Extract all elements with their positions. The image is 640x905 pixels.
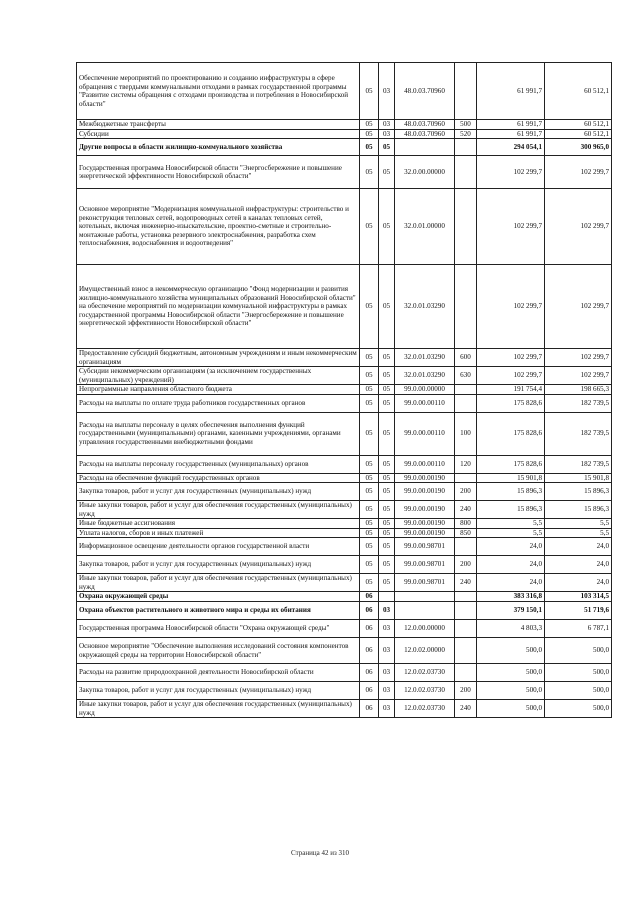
row-expense-type: 200 xyxy=(455,556,477,574)
row-section: 05 xyxy=(360,139,379,156)
row-name: Государственная программа Новосибирской области "Охрана окружающей среды" xyxy=(77,620,360,638)
row-target-article: 99.0.00.00110 xyxy=(395,455,455,473)
row-amount-year2: 102 299,7 xyxy=(545,156,612,189)
row-amount-year2: 24,0 xyxy=(545,574,612,592)
row-expense-type: 500 xyxy=(455,120,477,130)
row-amount-year2: 102 299,7 xyxy=(545,265,612,349)
row-amount-year1: 379 150,1 xyxy=(477,602,545,620)
row-expense-type xyxy=(455,664,477,682)
row-amount-year1: 500,0 xyxy=(477,682,545,700)
row-name: Государственная программа Новосибирской области "Энергосбережение и повышение энергетической эффективности Новосибирской области" xyxy=(77,156,360,189)
table-row xyxy=(77,620,612,638)
row-subsection: 05 xyxy=(379,139,395,156)
row-amount-year2: 60 512,1 xyxy=(545,129,612,139)
row-expense-type xyxy=(455,63,477,120)
row-amount-year2: 102 299,7 xyxy=(545,189,612,265)
row-subsection: 05 xyxy=(379,394,395,412)
row-name: Имущественный взнос в некоммерческую организацию "Фонд модернизации и развития жилищно-коммунального хозяйства муниципальных образований Новосибирской области" на обеспечение мероприятий по модернизации коммунальной инфраструктуры в рамках государственной программы Новосибирской области "Энергосбережение и повышение энергетической эффективности Новосибирской области" xyxy=(77,265,360,349)
row-target-article: 12.0.02.03730 xyxy=(395,700,455,718)
row-target-article xyxy=(395,592,455,602)
row-subsection: 05 xyxy=(379,538,395,556)
row-amount-year2: 182 739,5 xyxy=(545,455,612,473)
row-target-article: 99.0.00.00190 xyxy=(395,473,455,483)
row-amount-year1: 191 754,4 xyxy=(477,385,545,395)
row-section: 05 xyxy=(360,385,379,395)
row-amount-year1: 102 299,7 xyxy=(477,189,545,265)
row-amount-year1: 61 991,7 xyxy=(477,120,545,130)
row-expense-type xyxy=(455,638,477,664)
row-amount-year2: 198 665,3 xyxy=(545,385,612,395)
row-amount-year1: 24,0 xyxy=(477,574,545,592)
row-subsection: 03 xyxy=(379,682,395,700)
row-section: 05 xyxy=(360,473,379,483)
row-expense-type: 240 xyxy=(455,501,477,519)
row-name: Расходы на выплаты персоналу государственных (муниципальных) органов xyxy=(77,455,360,473)
row-expense-type: 200 xyxy=(455,682,477,700)
row-section: 05 xyxy=(360,156,379,189)
row-expense-type: 600 xyxy=(455,349,477,367)
row-expense-type: 120 xyxy=(455,455,477,473)
row-section: 05 xyxy=(360,483,379,501)
row-subsection: 05 xyxy=(379,501,395,519)
row-amount-year1: 102 299,7 xyxy=(477,349,545,367)
row-name: Уплата налогов, сборов и иных платежей xyxy=(77,528,360,538)
row-amount-year1: 102 299,7 xyxy=(477,156,545,189)
row-section: 05 xyxy=(360,189,379,265)
row-amount-year1: 61 991,7 xyxy=(477,129,545,139)
row-target-article: 48.0.03.70960 xyxy=(395,120,455,130)
row-name: Иные закупки товаров, работ и услуг для обеспечения государственных (муниципальных) нужд xyxy=(77,574,360,592)
row-expense-type: 520 xyxy=(455,129,477,139)
row-name: Расходы на развитие природоохранной деятельности Новосибирской области xyxy=(77,664,360,682)
row-expense-type: 100 xyxy=(455,412,477,455)
row-expense-type xyxy=(455,394,477,412)
row-amount-year1: 383 316,8 xyxy=(477,592,545,602)
row-section: 05 xyxy=(360,120,379,130)
row-expense-type xyxy=(455,156,477,189)
row-section: 05 xyxy=(360,394,379,412)
row-amount-year2: 500,0 xyxy=(545,664,612,682)
row-name: Предоставление субсидий бюджетным, автономным учреждениям и иным некоммерческим организациям xyxy=(77,349,360,367)
row-amount-year1: 61 991,7 xyxy=(477,63,545,120)
row-subsection: 05 xyxy=(379,528,395,538)
row-subsection: 05 xyxy=(379,556,395,574)
row-amount-year2: 24,0 xyxy=(545,538,612,556)
row-target-article: 32.0.01.03290 xyxy=(395,367,455,385)
table-row xyxy=(77,455,612,473)
row-name: Охрана объектов растительного и животного мира и среды их обитания xyxy=(77,602,360,620)
row-subsection: 05 xyxy=(379,156,395,189)
row-amount-year1: 24,0 xyxy=(477,556,545,574)
row-name: Информационное освещение деятельности органов государственной власти xyxy=(77,538,360,556)
row-subsection xyxy=(379,592,395,602)
row-expense-type: 850 xyxy=(455,528,477,538)
row-section: 05 xyxy=(360,367,379,385)
table-row xyxy=(77,156,612,189)
table-row xyxy=(77,501,612,519)
row-subsection: 05 xyxy=(379,349,395,367)
row-target-article: 48.0.03.70960 xyxy=(395,63,455,120)
row-section: 06 xyxy=(360,592,379,602)
row-name: Субсидии некоммерческим организациям (за исключением государственных (муниципальных) учреждений) xyxy=(77,367,360,385)
row-subsection: 05 xyxy=(379,519,395,529)
row-expense-type: 240 xyxy=(455,700,477,718)
row-name: Закупка товаров, работ и услуг для государственных (муниципальных) нужд xyxy=(77,682,360,700)
row-amount-year1: 102 299,7 xyxy=(477,265,545,349)
row-target-article: 99.0.00.98701 xyxy=(395,556,455,574)
row-target-article: 32.0.01.00000 xyxy=(395,189,455,265)
row-amount-year2: 182 739,5 xyxy=(545,412,612,455)
row-target-article: 99.0.00.00190 xyxy=(395,501,455,519)
table-row xyxy=(77,349,612,367)
row-amount-year1: 500,0 xyxy=(477,638,545,664)
row-expense-type: 800 xyxy=(455,519,477,529)
row-name: Основное мероприятие "Обеспечение выполнения исследований состояния компонентов окружающей среды на территории Новосибирской области" xyxy=(77,638,360,664)
row-target-article: 12.0.00.00000 xyxy=(395,620,455,638)
table-row xyxy=(77,412,612,455)
row-amount-year1: 15 896,3 xyxy=(477,501,545,519)
table-row xyxy=(77,528,612,538)
table-row xyxy=(77,265,612,349)
row-expense-type xyxy=(455,189,477,265)
row-name: Непрограммные направления областного бюджета xyxy=(77,385,360,395)
row-subsection: 05 xyxy=(379,483,395,501)
row-amount-year1: 4 803,3 xyxy=(477,620,545,638)
row-target-article xyxy=(395,602,455,620)
row-name: Субсидии xyxy=(77,129,360,139)
row-section: 05 xyxy=(360,501,379,519)
table-row xyxy=(77,129,612,139)
table-row xyxy=(77,385,612,395)
row-name: Иные бюджетные ассигнования xyxy=(77,519,360,529)
row-section: 05 xyxy=(360,412,379,455)
table-row xyxy=(77,638,612,664)
row-section: 06 xyxy=(360,602,379,620)
row-target-article: 99.0.00.00190 xyxy=(395,528,455,538)
row-subsection: 03 xyxy=(379,620,395,638)
row-section: 05 xyxy=(360,265,379,349)
row-target-article: 32.0.01.03290 xyxy=(395,349,455,367)
row-amount-year1: 175 828,6 xyxy=(477,412,545,455)
table-row xyxy=(77,63,612,120)
table-row xyxy=(77,483,612,501)
row-section: 05 xyxy=(360,349,379,367)
row-section: 06 xyxy=(360,700,379,718)
row-expense-type: 630 xyxy=(455,367,477,385)
table-row xyxy=(77,139,612,156)
row-amount-year2: 5,5 xyxy=(545,519,612,529)
row-amount-year2: 60 512,1 xyxy=(545,63,612,120)
table-row xyxy=(77,473,612,483)
row-expense-type xyxy=(455,139,477,156)
row-section: 05 xyxy=(360,519,379,529)
row-expense-type xyxy=(455,592,477,602)
row-name: Закупка товаров, работ и услуг для государственных (муниципальных) нужд xyxy=(77,556,360,574)
row-target-article: 32.0.00.00000 xyxy=(395,156,455,189)
row-target-article: 99.0.00.00190 xyxy=(395,519,455,529)
row-expense-type xyxy=(455,538,477,556)
table-row xyxy=(77,556,612,574)
row-name: Обеспечение мероприятий по проектированию и созданию инфраструктуры в сфере обращения с твердыми коммунальными отходами в рамках государственной программы "Развитие системы обращения с отходами производства и потребления в Новосибирской области" xyxy=(77,63,360,120)
table-row xyxy=(77,394,612,412)
row-subsection: 05 xyxy=(379,265,395,349)
row-section: 06 xyxy=(360,620,379,638)
row-section: 05 xyxy=(360,63,379,120)
row-amount-year1: 5,5 xyxy=(477,519,545,529)
row-target-article: 99.0.00.00110 xyxy=(395,412,455,455)
row-name: Закупка товаров, работ и услуг для государственных (муниципальных) нужд xyxy=(77,483,360,501)
row-section: 05 xyxy=(360,556,379,574)
row-target-article: 12.0.02.03730 xyxy=(395,682,455,700)
row-section: 06 xyxy=(360,638,379,664)
row-amount-year1: 500,0 xyxy=(477,700,545,718)
row-subsection: 05 xyxy=(379,574,395,592)
row-name: Межбюджетные трансферты xyxy=(77,120,360,130)
table-row xyxy=(77,682,612,700)
table-row xyxy=(77,189,612,265)
row-amount-year2: 103 314,5 xyxy=(545,592,612,602)
row-amount-year1: 102 299,7 xyxy=(477,367,545,385)
row-subsection: 05 xyxy=(379,455,395,473)
row-target-article: 32.0.01.03290 xyxy=(395,265,455,349)
row-amount-year2: 5,5 xyxy=(545,528,612,538)
table-row xyxy=(77,519,612,529)
row-amount-year2: 15 901,8 xyxy=(545,473,612,483)
table-row xyxy=(77,700,612,718)
table-row xyxy=(77,664,612,682)
row-name: Другие вопросы в области жилищно-коммунального хозяйства xyxy=(77,139,360,156)
row-subsection: 05 xyxy=(379,367,395,385)
row-name: Иные закупки товаров, работ и услуг для обеспечения государственных (муниципальных) нужд xyxy=(77,501,360,519)
row-section: 05 xyxy=(360,528,379,538)
row-amount-year2: 15 896,3 xyxy=(545,483,612,501)
row-target-article: 99.0.00.98701 xyxy=(395,574,455,592)
table-row xyxy=(77,538,612,556)
row-amount-year1: 175 828,6 xyxy=(477,394,545,412)
row-target-article: 12.0.02.00000 xyxy=(395,638,455,664)
row-amount-year1: 15 896,3 xyxy=(477,483,545,501)
row-expense-type: 200 xyxy=(455,483,477,501)
table-row xyxy=(77,367,612,385)
row-target-article: 99.0.00.98701 xyxy=(395,538,455,556)
row-target-article: 99.0.00.00000 xyxy=(395,385,455,395)
row-target-article: 12.0.02.03730 xyxy=(395,664,455,682)
row-amount-year1: 294 054,1 xyxy=(477,139,545,156)
row-name: Расходы на выплаты персоналу в целях обеспечения выполнения функций государственными (муниципальными) органами, казенными учреждениями, органами управления государственными внебюджетными фондами xyxy=(77,412,360,455)
row-section: 06 xyxy=(360,682,379,700)
table-row xyxy=(77,602,612,620)
row-name: Расходы на выплаты по оплате труда работников государственных органов xyxy=(77,394,360,412)
row-amount-year2: 15 896,3 xyxy=(545,501,612,519)
row-amount-year2: 500,0 xyxy=(545,638,612,664)
row-section: 05 xyxy=(360,455,379,473)
row-amount-year2: 51 719,6 xyxy=(545,602,612,620)
row-amount-year2: 300 965,0 xyxy=(545,139,612,156)
table-row xyxy=(77,120,612,130)
row-subsection: 03 xyxy=(379,63,395,120)
row-expense-type xyxy=(455,385,477,395)
row-expense-type xyxy=(455,265,477,349)
row-expense-type xyxy=(455,473,477,483)
page-footer: Страница 42 из 310 xyxy=(291,849,349,857)
row-name: Расходы на обеспечение функций государственных органов xyxy=(77,473,360,483)
row-expense-type xyxy=(455,602,477,620)
row-amount-year2: 6 787,1 xyxy=(545,620,612,638)
row-subsection: 03 xyxy=(379,602,395,620)
row-section: 05 xyxy=(360,129,379,139)
row-subsection: 03 xyxy=(379,700,395,718)
row-section: 05 xyxy=(360,538,379,556)
row-amount-year1: 24,0 xyxy=(477,538,545,556)
row-amount-year2: 102 299,7 xyxy=(545,349,612,367)
row-target-article: 48.0.03.70960 xyxy=(395,129,455,139)
row-target-article: 99.0.00.00110 xyxy=(395,394,455,412)
row-expense-type: 240 xyxy=(455,574,477,592)
table-row xyxy=(77,574,612,592)
row-amount-year2: 182 739,5 xyxy=(545,394,612,412)
row-section: 06 xyxy=(360,664,379,682)
row-expense-type xyxy=(455,620,477,638)
row-name: Иные закупки товаров, работ и услуг для обеспечения государственных (муниципальных) нужд xyxy=(77,700,360,718)
row-subsection: 03 xyxy=(379,664,395,682)
row-subsection: 05 xyxy=(379,385,395,395)
row-subsection: 05 xyxy=(379,412,395,455)
row-subsection: 03 xyxy=(379,129,395,139)
row-amount-year2: 24,0 xyxy=(545,556,612,574)
budget-table xyxy=(76,62,612,718)
row-name: Охрана окружающей среды xyxy=(77,592,360,602)
row-subsection: 03 xyxy=(379,120,395,130)
row-amount-year1: 5,5 xyxy=(477,528,545,538)
row-amount-year2: 102 299,7 xyxy=(545,367,612,385)
row-amount-year2: 500,0 xyxy=(545,682,612,700)
row-target-article xyxy=(395,139,455,156)
row-subsection: 03 xyxy=(379,638,395,664)
row-section: 05 xyxy=(360,574,379,592)
row-amount-year2: 500,0 xyxy=(545,700,612,718)
row-name: Основное мероприятие "Модернизация коммунальной инфраструктуры: строительство и реконструкция тепловых сетей, водопроводных сетей в каналах тепловых сетей, котельных, включая инженерно-изыскательские, проектно-сметные и строительно-монтажные работы, установка резервного электроснабжения, разработка схем теплоснабжения, водоснабжения и водоотведения" xyxy=(77,189,360,265)
row-subsection: 05 xyxy=(379,189,395,265)
row-amount-year1: 15 901,8 xyxy=(477,473,545,483)
row-amount-year1: 175 828,6 xyxy=(477,455,545,473)
row-amount-year2: 60 512,1 xyxy=(545,120,612,130)
table-row xyxy=(77,592,612,602)
row-amount-year1: 500,0 xyxy=(477,664,545,682)
row-target-article: 99.0.00.00190 xyxy=(395,483,455,501)
row-subsection: 05 xyxy=(379,473,395,483)
